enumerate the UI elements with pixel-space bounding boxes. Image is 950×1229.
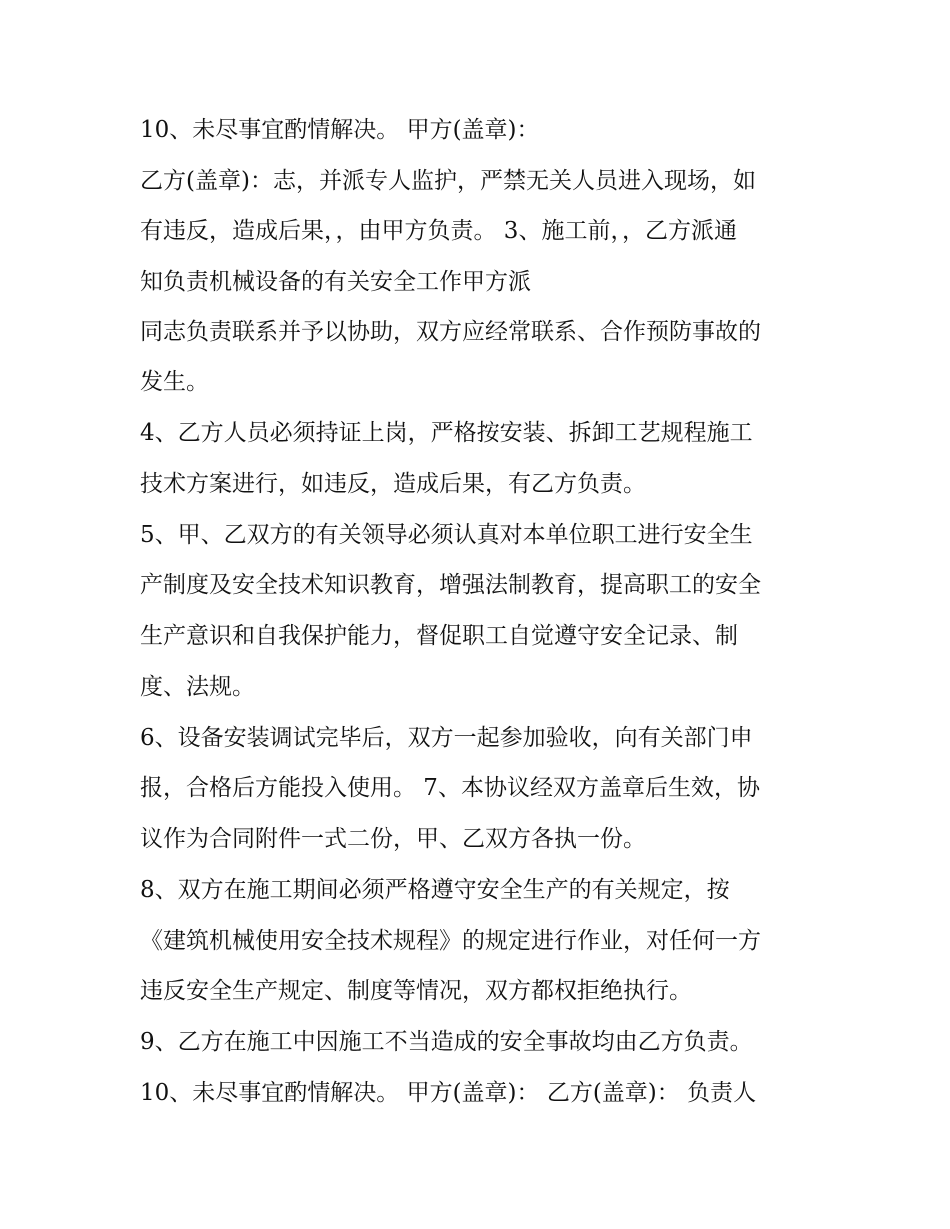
text-line: 报，合格后方能投入使用。 7、本协议经双方盖章后生效，协: [140, 775, 760, 801]
text-line: 乙方(盖章)：志，并派专人监护，严禁无关人员进入现场，如: [140, 168, 756, 194]
text-line: 议作为合同附件一式二份，甲、乙双方各执一份。: [140, 826, 646, 852]
text-line: 生产意识和自我保护能力，督促职工自觉遵守安全记录、制: [140, 623, 738, 649]
text-line: 5、甲、乙双方的有关领导必须认真对本单位职工进行安全生: [140, 522, 753, 548]
text-line: 同志负责联系并予以协助，双方应经常联系、合作预防事故的: [140, 319, 761, 345]
text-line: 《建筑机械使用安全技术规程》的规定进行作业，对任何一方: [140, 928, 761, 954]
text-line: 8、双方在施工期间必须严格遵守安全生产的有关规定，按: [140, 877, 730, 903]
text-line: 9、乙方在施工中因施工不当造成的安全事故均由乙方负责。: [140, 1029, 753, 1055]
text-line: 技术方案进行，如违反，造成后果，有乙方负责。: [140, 471, 646, 497]
text-line: 违反安全生产规定、制度等情况，双方都权拒绝执行。: [140, 978, 692, 1004]
text-line: 发生。: [140, 369, 209, 395]
text-line: 4、乙方人员必须持证上岗，严格按安装、拆卸工艺规程施工: [140, 420, 753, 446]
text-line: 有违反，造成后果，，由甲方负责。 3、施工前，，乙方派通: [140, 218, 737, 244]
text-line: 产制度及安全技术知识教育，增强法制教育，提高职工的安全: [140, 572, 761, 598]
text-line: 度、法规。: [140, 674, 255, 700]
text-line: 知负责机械设备的有关安全工作甲方派: [140, 269, 531, 295]
text-line: 10、未尽事宜酌情解决。 甲方(盖章)：: [140, 117, 540, 143]
text-line: 10、未尽事宜酌情解决。 甲方(盖章)： 乙方(盖章)： 负责人: [140, 1080, 757, 1106]
text-line: 6、设备安装调试完毕后，双方一起参加验收，向有关部门申: [140, 725, 753, 751]
